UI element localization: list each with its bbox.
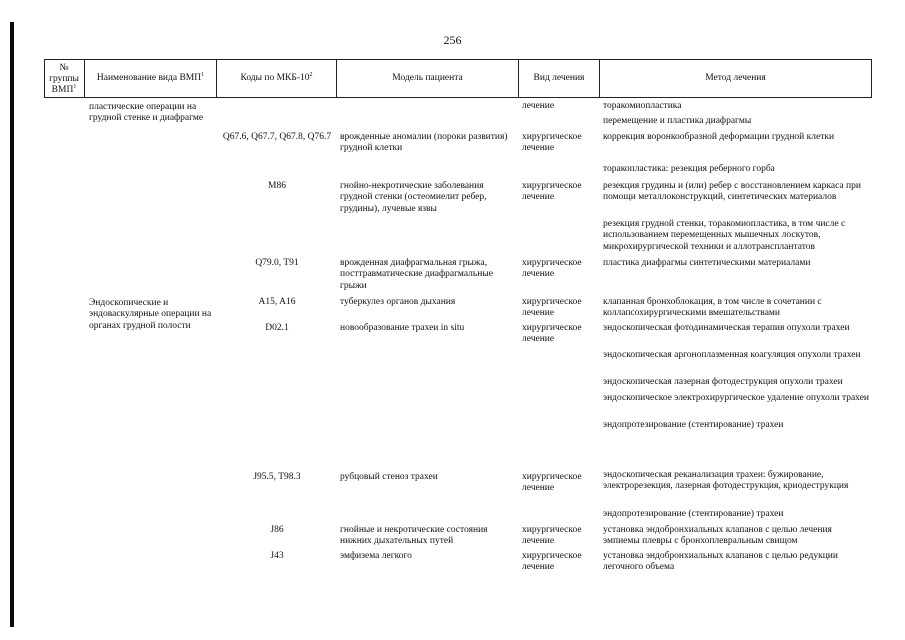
table-header-border bbox=[44, 97, 872, 98]
treatment-type-cell: лечение bbox=[522, 101, 555, 111]
treatment-type-cell: хирургическое лечение bbox=[522, 323, 582, 345]
header-treatment-type: Вид лечения bbox=[533, 73, 585, 83]
treatment-method-cell: торакомиопластика bbox=[603, 101, 682, 111]
binding-edge bbox=[10, 22, 14, 627]
icd-code-cell: J43 bbox=[270, 551, 284, 561]
patient-model-cell: врожденная диафрагмальная грыжа, посттравматические диафрагмальные грыжи bbox=[340, 258, 493, 291]
header-treatment-method: Метод лечения bbox=[705, 73, 766, 83]
treatment-method-cell: резекция грудины и (или) ребер с восстановлением каркаса при помощи металлоконструкций, синтетических материалов bbox=[603, 181, 861, 203]
icd-code-cell: Q79.0, T91 bbox=[255, 258, 299, 268]
treatment-method-cell: эндопротезирование (стентирование) трахеи bbox=[603, 509, 784, 519]
treatment-method-cell: пластика диафрагмы синтетическими материалами bbox=[603, 258, 811, 268]
treatment-method-cell: эндоскопическая реканализация трахеи: бужирование, электрорезекция, лазерная фотодеструкция, криодеструкция bbox=[603, 470, 849, 492]
treatment-type-cell: хирургическое лечение bbox=[522, 472, 582, 494]
patient-model-cell: врожденные аномалии (пороки развития) грудной клетки bbox=[340, 132, 508, 154]
icd-code-cell: A15, A16 bbox=[258, 297, 296, 307]
treatment-method-cell: эндоскопическая аргоноплазменная коагуляция опухоли трахеи bbox=[603, 350, 861, 360]
treatment-method-cell: торакопластика: резекция реберного горба bbox=[603, 164, 775, 174]
icd-code-cell: Q67.6, Q67.7, Q67.8, Q76.7 bbox=[222, 132, 332, 142]
treatment-type-cell: хирургическое лечение bbox=[522, 297, 582, 319]
treatment-method-cell: эндоскопическая лазерная фотодеструкция опухоли трахеи bbox=[603, 377, 843, 387]
treatment-method-cell: резекция грудной стенки, торакомиопластика, в том числе с использованием перемещенных мышечных лоскутов, микрохирургической техники и аллотрансплантатов bbox=[603, 219, 846, 252]
table-right-border bbox=[871, 59, 872, 98]
treatment-method-cell: установка эндобронхиальных клапанов с целью лечения эмпиемы плевры с бронхоплевральным свищом bbox=[603, 525, 832, 547]
patient-model-cell: новообразование трахеи in situ bbox=[340, 323, 465, 333]
treatment-method-cell: коррекция воронкообразной деформации грудной клетки bbox=[603, 132, 835, 142]
treatment-method-cell: эндопротезирование (стентирование) трахеи bbox=[603, 420, 784, 430]
treatment-type-cell: хирургическое лечение bbox=[522, 181, 582, 203]
treatment-type-cell: хирургическое лечение bbox=[522, 258, 582, 280]
patient-model-cell: рубцовый стеноз трахеи bbox=[340, 472, 438, 482]
header-group-number: № группы ВМП$^1$ bbox=[49, 63, 79, 95]
header-vmp-name: Наименование вида ВМП$^1$ bbox=[96, 71, 205, 83]
treatment-type-cell: хирургическое лечение bbox=[522, 132, 582, 154]
vmp-name-cell: пластические операции на грудной стенке и диафрагме bbox=[89, 102, 204, 124]
vmp-name-cell: Эндоскопические и эндоваскулярные операции на органах грудной полости bbox=[89, 298, 212, 331]
patient-model-cell: туберкулез органов дыхания bbox=[340, 297, 456, 307]
icd-code-cell: M86 bbox=[268, 181, 286, 191]
patient-model-cell: гнойно-некротические заболевания грудной стенки (остеомиелит ребер, грудины), лучевые язвы bbox=[340, 181, 487, 214]
treatment-method-cell: установка эндобронхиальных клапанов с целью редукции легочного объема bbox=[603, 551, 838, 573]
icd-code-cell: J86 bbox=[270, 525, 284, 535]
treatment-type-cell: хирургическое лечение bbox=[522, 525, 582, 547]
treatment-method-cell: эндоскопическое электрохирургическое удаление опухоли трахеи bbox=[603, 393, 869, 403]
treatment-method-cell: перемещение и пластика диафрагмы bbox=[603, 116, 752, 126]
patient-model-cell: гнойные и некротические состояния нижних дыхательных путей bbox=[340, 525, 488, 547]
treatment-method-cell: эндоскопическая фотодинамическая терапия опухоли трахеи bbox=[603, 323, 850, 333]
treatment-method-cell: клапанная бронхоблокация, в том числе в сочетании с коллапсохирургическими вмешательствами bbox=[603, 297, 822, 319]
icd-code-cell: D02.1 bbox=[265, 323, 289, 333]
patient-model-cell: эмфизема легкого bbox=[340, 551, 412, 561]
treatment-type-cell: хирургическое лечение bbox=[522, 551, 582, 573]
table-top-border bbox=[44, 59, 872, 60]
header-patient-model: Модель пациента bbox=[392, 73, 463, 83]
icd-code-cell: J95.5, T98.3 bbox=[253, 472, 301, 482]
header-icd-codes: Коды по МКБ-$10^2$ bbox=[240, 71, 313, 83]
page-number: 256 bbox=[443, 33, 462, 47]
